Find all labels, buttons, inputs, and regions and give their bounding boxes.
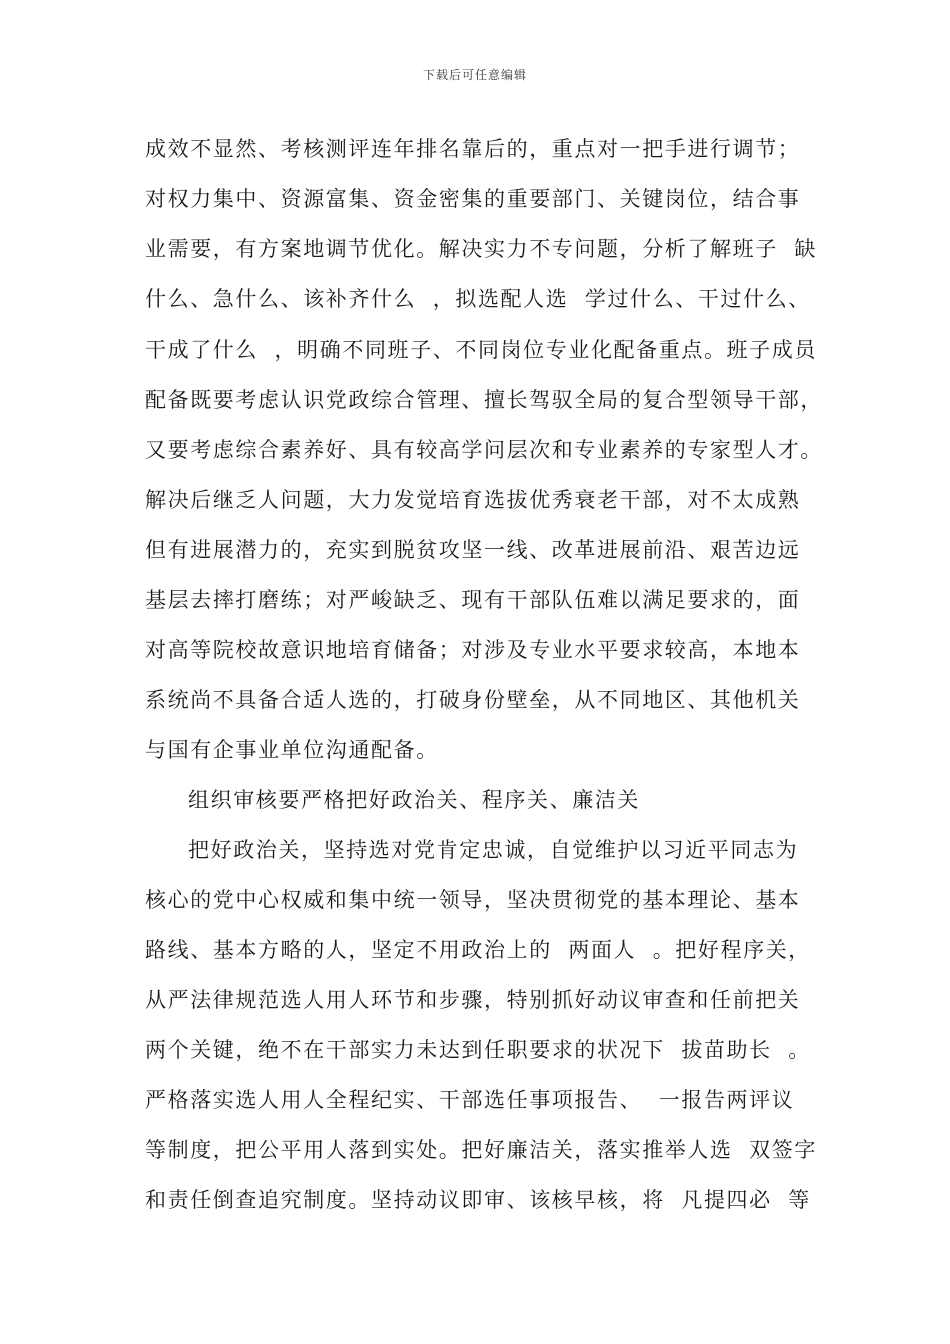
- text-line: 等制度，把公平用人落到实处。把好廉洁关，落实推举人选 双签字: [145, 1138, 817, 1162]
- text-line: 但有进展潜力的，充实到脱贫攻坚一线、改革进展前沿、艰苦边远: [145, 538, 801, 562]
- text-line: 配备既要考虑认识党政综合管理、擅长驾驭全局的复合型领导干部，: [145, 388, 823, 412]
- text-line: 对高等院校故意识地培育储备；对涉及专业水平要求较高，本地本: [145, 638, 801, 662]
- text-line: 解决后继乏人问题，大力发觉培育选拔优秀衰老干部，对不太成熟: [145, 488, 801, 512]
- section-heading: 组织审核要严格把好政治关、程序关、廉洁关: [188, 788, 640, 812]
- text-line: 干成了什么 ，明确不同班子、不同岗位专业化配备重点。班子成员: [145, 338, 817, 362]
- text-line: 系统尚不具备合适人选的，打破身份壁垒，从不同地区、其他机关: [145, 688, 801, 712]
- text-line: 基层去摔打磨练；对严峻缺乏、现有干部队伍难以满足要求的，面: [145, 588, 801, 612]
- page-header: 下载后可任意编辑: [422, 68, 527, 82]
- text-line: 成效不显然、考核测评连年排名靠后的，重点对一把手进行调节；: [145, 137, 801, 161]
- text-line: 对权力集中、资源富集、资金密集的重要部门、关键岗位，结合事: [145, 187, 801, 211]
- text-line: 和责任倒查追究制度。坚持动议即审、该核早核，将 凡提四必 等: [145, 1188, 811, 1212]
- text-line: 业需要，有方案地调节优化。解决实力不专问题，分析了解班子 缺: [145, 237, 817, 261]
- text-line: 严格落实选人用人全程纪实、干部选任事项报告、 一报告两评议: [145, 1088, 795, 1112]
- text-line: 把好政治关，坚持选对党肯定忠诚，自觉维护以习近平同志为: [188, 838, 799, 862]
- text-line: 什么、急什么、该补齐什么 ，拟选配人选 学过什么、干过什么、: [145, 287, 811, 311]
- text-line: 从严法律规范选人用人环节和步骤，特别抓好动议审查和任前把关: [145, 988, 801, 1012]
- text-line: 又要考虑综合素养好、具有较高学问层次和专业素养的专家型人才。: [145, 438, 823, 462]
- text-line: 路线、基本方略的人，坚定不用政治上的 两面人 。把好程序关，: [145, 938, 811, 962]
- text-line: 核心的党中心权威和集中统一领导，坚决贯彻党的基本理论、基本: [145, 888, 801, 912]
- text-line: 两个关键，绝不在干部实力未达到任职要求的状况下 拔苗助长 。: [145, 1038, 811, 1062]
- text-line: 与国有企事业单位沟通配备。: [145, 738, 439, 762]
